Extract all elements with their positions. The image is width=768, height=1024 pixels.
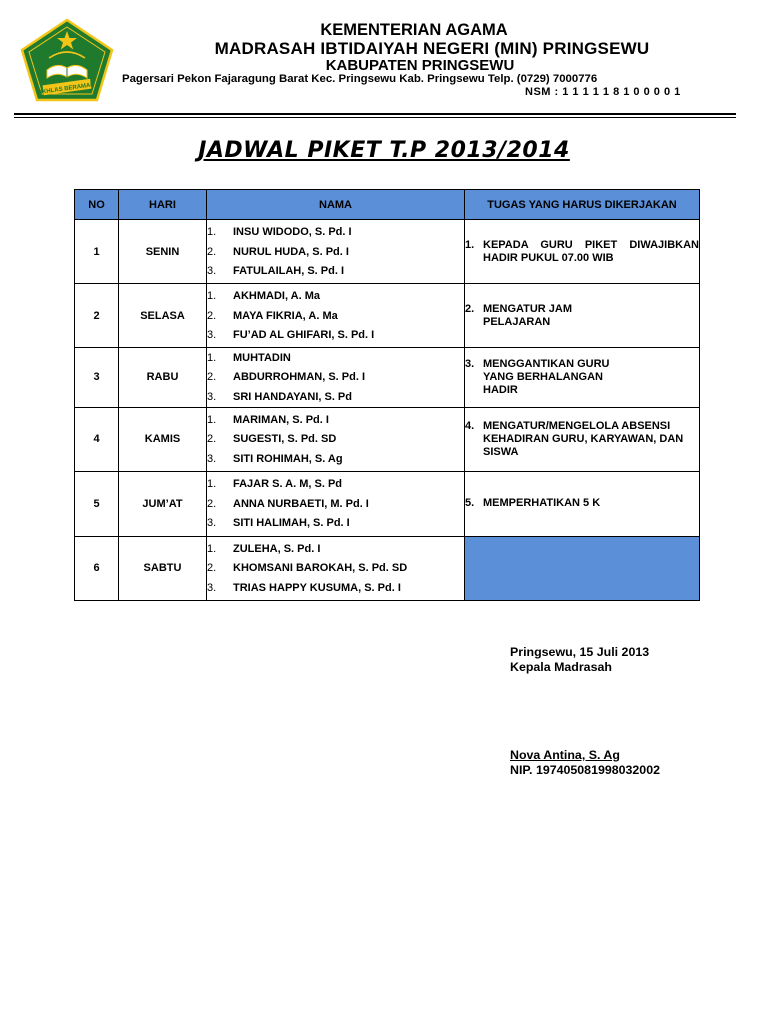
row-day: SELASA	[119, 284, 207, 348]
table-row	[75, 220, 700, 284]
row-day: RABU	[119, 348, 207, 408]
row-names	[207, 536, 465, 600]
name-item: 2. ANNA NURBAETI, M. Pd. I	[207, 497, 369, 510]
row-names	[207, 348, 465, 408]
signature-nip: NIP. 197405081998032002	[510, 763, 660, 777]
signature-name: Nova Antina, S. Ag	[510, 748, 620, 762]
name-item: 3. FATULAILAH, S. Pd. I	[207, 265, 345, 277]
ministry-name: KEMENTERIAN AGAMA	[320, 21, 508, 39]
column-header-no: NO	[75, 190, 119, 220]
column-header-tasks: TUGAS YANG HARUS DIKERJAKAN	[465, 190, 700, 220]
name-item: 2. ABDURROHMAN, S. Pd. I	[207, 371, 365, 384]
school-name: MADRASAH IBTIDAIYAH NEGERI (MIN) PRINGSEWU	[214, 39, 650, 58]
signature-position: Kepala Madrasah	[510, 660, 612, 674]
name-item: 3. SITI HALIMAH, S. Pd. I	[207, 517, 350, 529]
row-number: 5	[75, 471, 119, 536]
name-item: 2. MAYA FIKRIA, A. Ma	[207, 309, 338, 322]
signature-place-date: Pringsewu, 15 Juli 2013	[510, 645, 650, 659]
name-item: 1. AKHMADI, A. Ma	[207, 290, 320, 302]
column-header-names: NAMA	[207, 190, 465, 220]
name-item: 1. MUHTADIN	[207, 351, 291, 364]
task-text: MENGGANTIKAN GURU YANG BERHALANGAN HADIR	[483, 357, 610, 396]
row-number: 3	[75, 348, 119, 408]
task-text: MENGATUR/MENGELOLA ABSENSI KEHADIRAN GURU, KARYAWAN, DAN SISWA	[483, 419, 684, 458]
row-number: 6	[75, 536, 119, 600]
duty-schedule-table	[74, 189, 700, 601]
row-names	[207, 471, 465, 536]
header-divider-thin	[14, 117, 736, 118]
row-number: 2	[75, 284, 119, 348]
row-day: JUM’AT	[119, 471, 207, 536]
row-task: 2. MENGATUR JAM PELAJARAN	[465, 284, 700, 348]
name-item: 1. ZULEHA, S. Pd. I	[207, 542, 321, 555]
school-nsm: NSM : 1 1 1 1 1 8 1 0 0 0 0 1	[525, 86, 681, 98]
row-task: 3. MENGGANTIKAN GURU YANG BERHALANGAN HADIR	[465, 348, 700, 408]
name-item: 1. MARIMAN, S. Pd. I	[207, 413, 329, 426]
document-title: JADWAL PIKET T.P 2013/2014	[198, 138, 570, 163]
task-text: MENGATUR JAM PELAJARAN	[483, 302, 573, 328]
row-task: 4. MENGATUR/MENGELOLA ABSENSI KEHADIRAN GURU, KARYAWAN, DAN SISWA	[465, 407, 700, 471]
name-item: 2. SUGESTI, S. Pd. SD	[207, 433, 337, 445]
row-task-empty	[465, 536, 700, 600]
column-header-day: HARI	[119, 190, 207, 220]
name-item: 3. FU’AD AL GHIFARI, S. Pd. I	[207, 329, 375, 341]
name-item: 1. FAJAR S. A. M, S. Pd	[207, 478, 342, 490]
name-item: 3. TRIAS HAPPY KUSUMA, S. Pd. I	[207, 581, 401, 594]
task-text: MEMPERHATIKAN 5 K	[483, 497, 601, 509]
row-task: 5. MEMPERHATIKAN 5 K	[465, 471, 700, 536]
name-item: 3. SITI ROHIMAH, S. Ag	[207, 452, 343, 465]
table-header-row	[75, 190, 700, 220]
name-item: 3. SRI HANDAYANI, S. Pd	[207, 390, 352, 403]
row-day: KAMIS	[119, 407, 207, 471]
school-address: Pagersari Pekon Fajaragung Barat Kec. Pringsewu Kab. Pringsewu Telp. (0729) 7000776	[122, 73, 598, 85]
header-divider-thick	[14, 113, 736, 115]
name-item: 2. KHOMSANI BAROKAH, S. Pd. SD	[207, 562, 408, 574]
row-number: 1	[75, 220, 119, 284]
task-text: KEPADA GURU PIKET DIWAJIBKAN HADIR PUKUL 07.00 WIB	[483, 238, 699, 264]
row-number: 4	[75, 407, 119, 471]
table-row	[75, 471, 700, 536]
table-row	[75, 536, 700, 600]
name-item: 1. INSU WIDODO, S. Pd. I	[207, 226, 352, 238]
table-row	[75, 407, 700, 471]
row-names	[207, 284, 465, 348]
name-item: 2. NURUL HUDA, S. Pd. I	[207, 245, 349, 258]
regency-name: KABUPATEN PRINGSEWU	[325, 57, 515, 74]
table-row	[75, 348, 700, 408]
row-names	[207, 220, 465, 284]
row-names	[207, 407, 465, 471]
logo-motto: IKHLAS BERAMAL	[40, 82, 95, 96]
row-task: 1. KEPADA GURU PIKET DIWAJIBKAN HADIR PUKUL 07.00 WIB	[465, 220, 700, 284]
row-day: SENIN	[119, 220, 207, 284]
row-day: SABTU	[119, 536, 207, 600]
table-row	[75, 284, 700, 348]
